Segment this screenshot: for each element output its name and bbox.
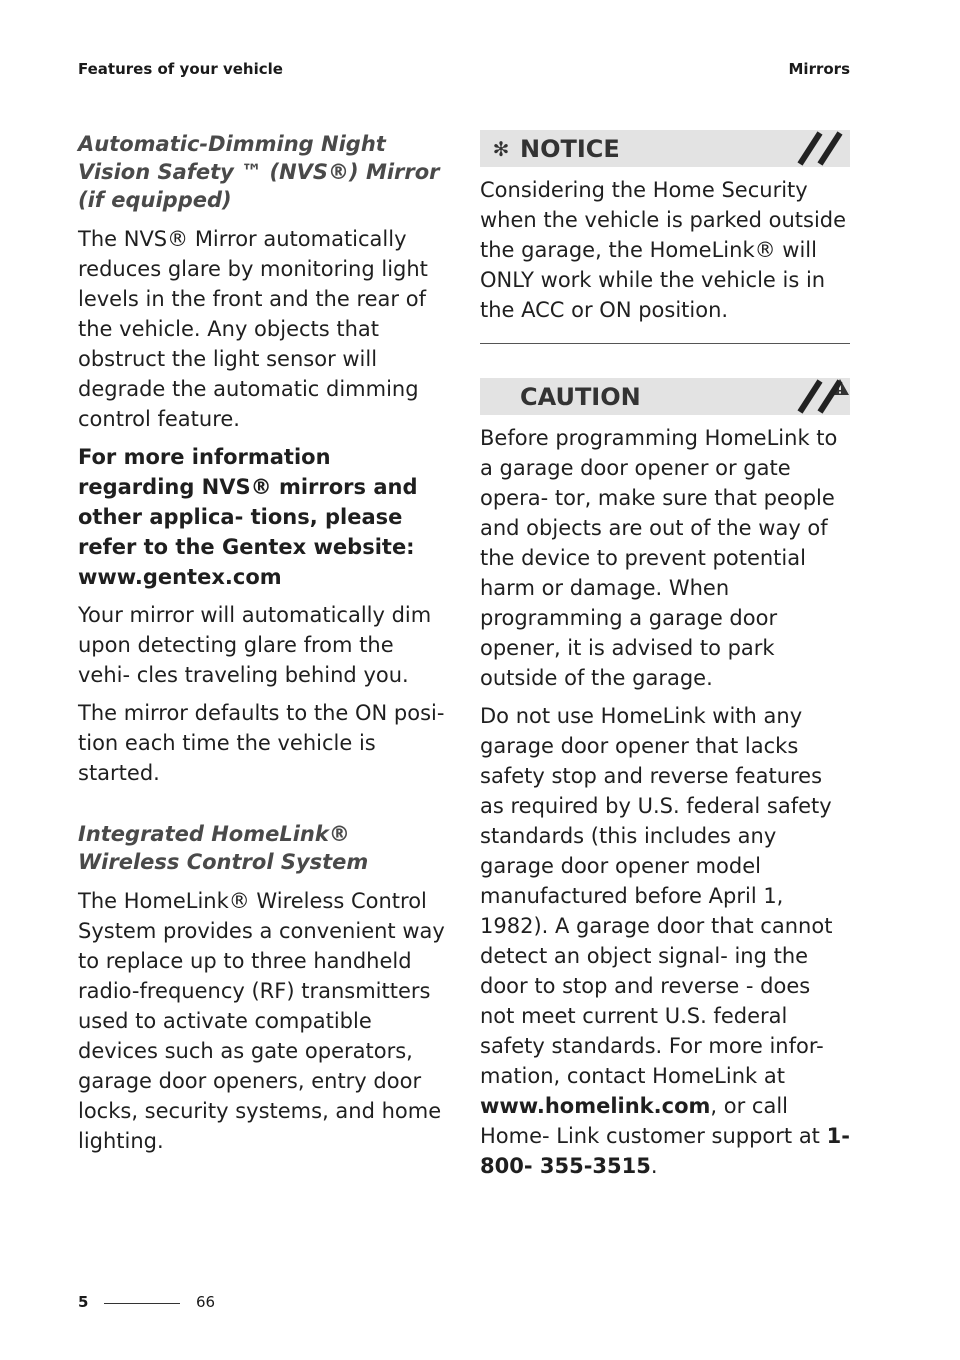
footer-rule: [104, 1303, 180, 1304]
notice-title: NOTICE: [520, 134, 620, 163]
caution-body-1: Before programming HomeLink to a garage door opener or gate opera- tor, make sure that people and objects are out of the way of the device to prevent potential harm or damage. When programming a garage door opener, it is advised to park outside of the garage.: [480, 426, 838, 690]
homelink-link[interactable]: www.homelink.com: [480, 1094, 711, 1118]
left-column: [78, 130, 450, 1164]
nvs-heading: Automatic-Dimming Night Vision Safety ™ (NVS®) Mirror (if equipped): [78, 132, 440, 212]
nvs-body: The NVS® Mirror automatically reduces glare by monitoring light levels in the front and the rear of the vehicle. Any objects that obstruct the light sensor will degrade the automatic dimming control feature.: [78, 227, 428, 431]
slash-decoration-icon: [794, 378, 850, 415]
nvs-info: For more information regarding NVS® mirrors and other applica- tions, please refer to the Gentex website: www.gentex.com: [78, 445, 418, 589]
caution-title: CAUTION: [520, 382, 641, 411]
caution-banner: [480, 378, 850, 415]
caution-body-2: [480, 701, 850, 1181]
notice-body: Considering the Home Security when the vehicle is parked outside the garage, the HomeLink® will ONLY work while the vehicle is in the ACC or ON position.: [480, 178, 847, 322]
asterisk-icon: ✻: [492, 136, 510, 161]
support-phone: 1-800- 355-3515: [480, 1124, 850, 1178]
nvs-dim: Your mirror will automatically dim upon detecting glare from the vehi- cles traveling behind you.: [78, 603, 432, 687]
chapter-number: 5: [78, 1293, 89, 1311]
right-column: [480, 130, 850, 1189]
homelink-heading: Integrated HomeLink® Wireless Control System: [78, 822, 369, 874]
page-number: 66: [196, 1293, 216, 1311]
topic-header: Mirrors: [788, 60, 850, 78]
caution-text-mid: , or call Home- Link customer support at: [480, 1094, 827, 1148]
homelink-body: The HomeLink® Wireless Control System provides a convenient way to replace up to three handheld radio-frequency (RF) transmitters used to activate compatible devices such as gate operators, garage door openers, entry door locks, security systems, and home lighting.: [78, 889, 445, 1153]
section-header: Features of your vehicle: [78, 60, 283, 78]
slash-decoration-icon: [794, 130, 850, 167]
notice-banner: [480, 130, 850, 167]
divider: [480, 343, 850, 344]
caution-text-pre: Do not use HomeLink with any garage door opener that lacks safety stop and reverse features as required by U.S. federal safety standards (this includes any garage door opener model manufactured before April 1, 1982). A garage door that cannot detect an object signal- ing the door to stop and reverse - does not meet current U.S. federal safety standards. For more infor- mation, contact HomeLink at: [480, 704, 833, 1088]
caution-text-end: .: [650, 1154, 658, 1178]
nvs-default: The mirror defaults to the ON posi- tion each time the vehicle is started.: [78, 701, 445, 785]
